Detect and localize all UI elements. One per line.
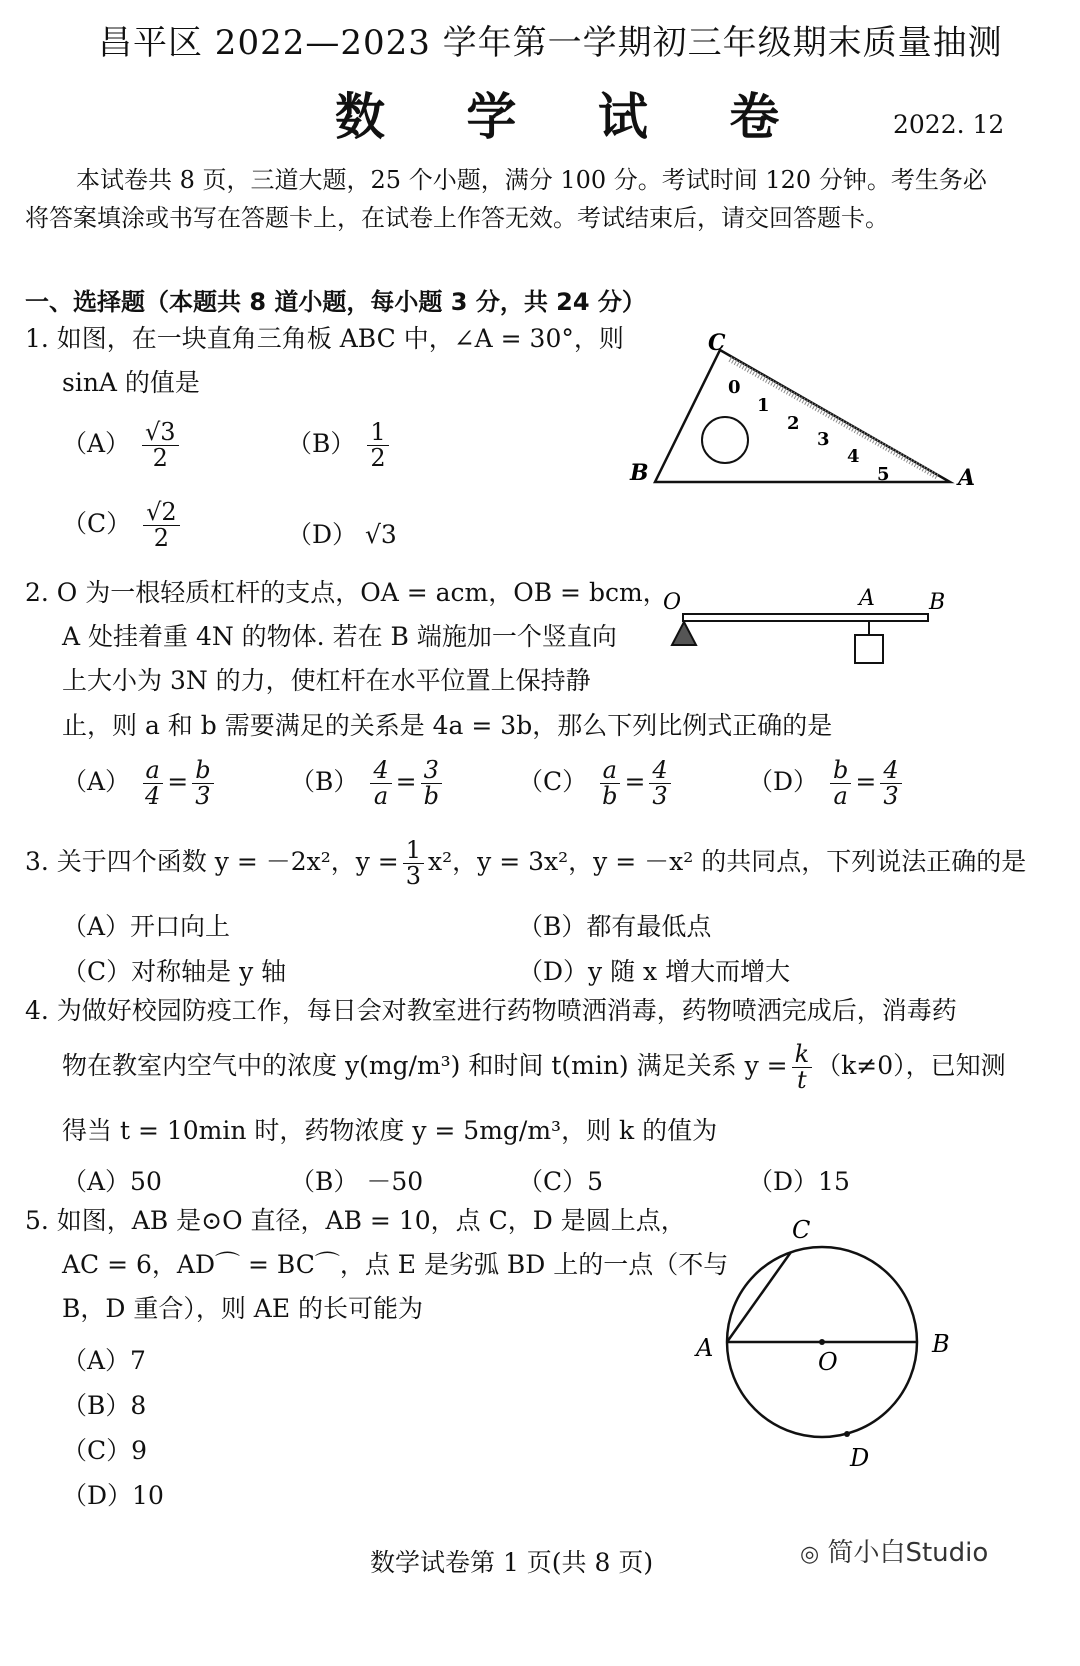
chord-ac bbox=[727, 1252, 791, 1342]
q3-option-d: （D）y 随 x 增大而增大 bbox=[518, 957, 791, 986]
q2-b-right bbox=[421, 758, 442, 809]
q2-option-a: （A） $\frac{a}{4}$ = $\frac{b}{3}$ bbox=[62, 758, 218, 809]
vertex-a-label: A bbox=[958, 465, 976, 491]
q4-frac-den: t bbox=[797, 1066, 807, 1095]
ruler-mark-2: 2 bbox=[787, 413, 800, 434]
q2-c-left-den: b bbox=[602, 782, 618, 811]
q2-d-left bbox=[830, 758, 851, 809]
point-c-label: C bbox=[792, 1216, 811, 1244]
q2-d-left-den: a bbox=[833, 782, 848, 811]
q2-option-d-label: （D） bbox=[748, 767, 819, 797]
point-o-label: O bbox=[663, 590, 682, 615]
q3-stem bbox=[25, 838, 1026, 889]
point-a-label: A bbox=[859, 586, 875, 611]
q2-a-right-den: 3 bbox=[195, 782, 211, 811]
q1-option-d-value: √3 bbox=[365, 520, 397, 549]
q4-line-3: 得当 t = 10min 时，药物浓度 y = 5mg/m³，则 k 的值为 bbox=[62, 1116, 718, 1145]
q4-frac-num: k bbox=[792, 1042, 813, 1068]
point-d-label: D bbox=[850, 1444, 870, 1472]
vertex-c-label: C bbox=[708, 330, 726, 356]
q2-a-left bbox=[142, 758, 163, 809]
center-point bbox=[819, 1339, 825, 1345]
q2-b-left-num: 4 bbox=[370, 758, 391, 784]
q2-option-a-label: （A） bbox=[62, 767, 131, 797]
q5-circle-figure bbox=[690, 1210, 970, 1480]
q1-option-c bbox=[62, 500, 184, 551]
q2-option-c: （C） $\frac{a}{b}$ = $\frac{4}{3}$ bbox=[518, 758, 675, 809]
q1-option-b-label: （B） bbox=[287, 429, 356, 459]
q5-option-d: （D）10 bbox=[62, 1481, 164, 1510]
fulcrum bbox=[672, 622, 696, 645]
q2-d-right bbox=[880, 758, 901, 809]
watermark-text: 简小白Studio bbox=[827, 1538, 989, 1568]
q5-line-1: 5. 如图，AB 是⊙O 直径，AB = 10，点 C，D 是圆上点， bbox=[25, 1206, 686, 1235]
q1-b-den: 2 bbox=[370, 444, 386, 473]
q1-option-a-fraction bbox=[142, 420, 179, 471]
q1-line-1: 1. 如图，在一块直角三角板 ABC 中，∠A = 30°，则 bbox=[25, 324, 624, 353]
triangle-outline bbox=[655, 350, 950, 482]
q4-line-1: 4. 为做好校园防疫工作，每日会对教室进行药物喷洒消毒，药物喷洒完成后，消毒药 bbox=[25, 996, 957, 1025]
q1-c-num: √2 bbox=[143, 500, 180, 526]
q1-option-c-label: （C） bbox=[62, 509, 132, 539]
wechat-icon: ◎ bbox=[800, 1542, 820, 1567]
ruler-mark-3: 3 bbox=[817, 429, 830, 450]
q1-triangle-figure bbox=[620, 325, 980, 495]
q2-b-left bbox=[370, 758, 391, 809]
q2-c-left-num: a bbox=[600, 758, 620, 784]
q2-b-right-den: b bbox=[423, 782, 439, 811]
intro-line-2: 将答案填涂或书写在答题卡上，在试卷上作答无效。考试结束后，请交回答题卡。 bbox=[25, 204, 889, 232]
exam-date: 2022. 12 bbox=[893, 110, 1005, 139]
q1-option-b bbox=[287, 420, 393, 471]
q3-frac-den: 3 bbox=[405, 862, 422, 891]
ruler-mark-1: 1 bbox=[757, 395, 770, 416]
point-b-label: B bbox=[929, 590, 946, 615]
page-footer: 数学试卷第 1 页(共 8 页) bbox=[370, 1548, 654, 1577]
q3-option-c: （C）对称轴是 y 轴 bbox=[62, 957, 287, 986]
point-o-label: O bbox=[818, 1348, 838, 1376]
q5-line-3: B，D 重合），则 AE 的长可能为 bbox=[62, 1294, 424, 1323]
q4-fraction bbox=[792, 1042, 813, 1093]
exam-title: 昌平区 2022—2023 学年第一学期初三年级期末质量抽测 bbox=[98, 23, 1003, 63]
q2-line-3: 上大小为 3N 的力，使杠杆在水平位置上保持静 bbox=[62, 666, 591, 695]
q1-c-den: 2 bbox=[153, 524, 170, 553]
q2-option-d: （D） $\frac{b}{a}$ = $\frac{4}{3}$ bbox=[748, 758, 906, 809]
q1-option-d bbox=[287, 515, 397, 551]
q2-line-2: A 处挂着重 4N 的物体. 若在 B 端施加一个竖直向 bbox=[62, 622, 617, 651]
q3-option-a: （A）开口向上 bbox=[62, 912, 231, 941]
vertex-b-label: B bbox=[630, 460, 649, 486]
q2-c-right-num: 4 bbox=[649, 758, 670, 784]
q4-line-2 bbox=[62, 1042, 1006, 1093]
q5-line-2: AC = 6，AD⌒ = BC⌒，点 E 是劣弧 BD 上的一点（不与 bbox=[62, 1250, 729, 1279]
point-d bbox=[844, 1431, 850, 1437]
point-a-label: A bbox=[696, 1334, 714, 1362]
q1-option-c-fraction bbox=[143, 500, 180, 551]
q2-option-c-label: （C） bbox=[518, 767, 588, 797]
q2-lever-figure bbox=[655, 585, 955, 675]
q3-stem-pre: 3. 关于四个函数 y = －2x²，y = bbox=[25, 847, 399, 877]
q3-option-b: （B）都有最低点 bbox=[518, 912, 712, 941]
q2-a-left-num: a bbox=[143, 758, 163, 784]
q2-a-left-den: 4 bbox=[145, 782, 161, 811]
intro-line-1: 本试卷共 8 页，三道大题，25 个小题，满分 100 分。考试时间 120 分钟。考生务必 bbox=[76, 166, 987, 194]
ruler-mark-4: 4 bbox=[847, 446, 860, 467]
q2-c-left bbox=[599, 758, 620, 809]
q2-b-right-num: 3 bbox=[421, 758, 442, 784]
q1-option-b-fraction bbox=[367, 420, 388, 471]
ruler-mark-0: 0 bbox=[728, 377, 741, 398]
q4-line-2-pre: 物在教室内空气中的浓度 y(mg/m³) 和时间 t(min) 满足关系 y = bbox=[62, 1051, 788, 1081]
q5-option-b: （B）8 bbox=[62, 1391, 147, 1420]
q2-line-1: 2. O 为一根轻质杠杆的支点，OA = acm，OB = bcm， bbox=[25, 578, 668, 607]
lever-bar bbox=[683, 614, 928, 621]
ruler-ticks bbox=[730, 359, 938, 477]
q1-option-a-label: （A） bbox=[62, 429, 131, 459]
q4-option-c: （C）5 bbox=[518, 1167, 604, 1196]
q2-c-right-den: 3 bbox=[652, 782, 668, 811]
point-b-label: B bbox=[932, 1330, 950, 1358]
q2-c-right bbox=[649, 758, 670, 809]
q4-option-d: （D）15 bbox=[748, 1167, 850, 1196]
section-1-heading: 一、选择题（本题共 8 道小题，每小题 3 分，共 24 分） bbox=[25, 288, 646, 316]
q2-d-right-num: 4 bbox=[880, 758, 901, 784]
q2-line-4: 止，则 a 和 b 需要满足的关系是 4a = 3b，那么下列比例式正确的是 bbox=[62, 711, 833, 740]
q1-a-num: √3 bbox=[142, 420, 179, 446]
q4-line-2-post: （k≠0），已知测 bbox=[816, 1051, 1006, 1081]
q1-a-den: 2 bbox=[152, 444, 168, 473]
q1-b-num: 1 bbox=[367, 420, 388, 446]
subject-title: 数 学 试 卷 bbox=[335, 87, 812, 146]
weight-box bbox=[855, 635, 883, 663]
q3-frac-num: 1 bbox=[403, 838, 424, 864]
q5-option-a: （A）7 bbox=[62, 1346, 146, 1375]
ruler-mark-5: 5 bbox=[877, 464, 890, 485]
q2-option-b: （B） $\frac{4}{a}$ = $\frac{3}{b}$ bbox=[290, 758, 446, 809]
q2-d-right-den: 3 bbox=[883, 782, 899, 811]
q4-option-a: （A）50 bbox=[62, 1167, 162, 1196]
q2-a-right-num: b bbox=[192, 758, 213, 784]
q3-stem-post: x²，y = 3x²，y = －x² 的共同点，下列说法正确的是 bbox=[428, 847, 1027, 877]
q2-b-left-den: a bbox=[373, 782, 389, 811]
q5-option-c: （C）9 bbox=[62, 1436, 148, 1465]
q2-d-left-num: b bbox=[830, 758, 851, 784]
q2-a-right bbox=[192, 758, 213, 809]
watermark bbox=[800, 1532, 988, 1569]
q2-option-b-label: （B） bbox=[290, 767, 359, 797]
q4-option-b: （B） －50 bbox=[290, 1167, 424, 1196]
q3-fraction bbox=[403, 838, 424, 889]
q1-option-a bbox=[62, 420, 183, 471]
q1-line-2: sinA 的值是 bbox=[62, 368, 200, 397]
q1-option-d-label: （D） bbox=[287, 520, 358, 549]
triangle-hole bbox=[702, 417, 748, 463]
